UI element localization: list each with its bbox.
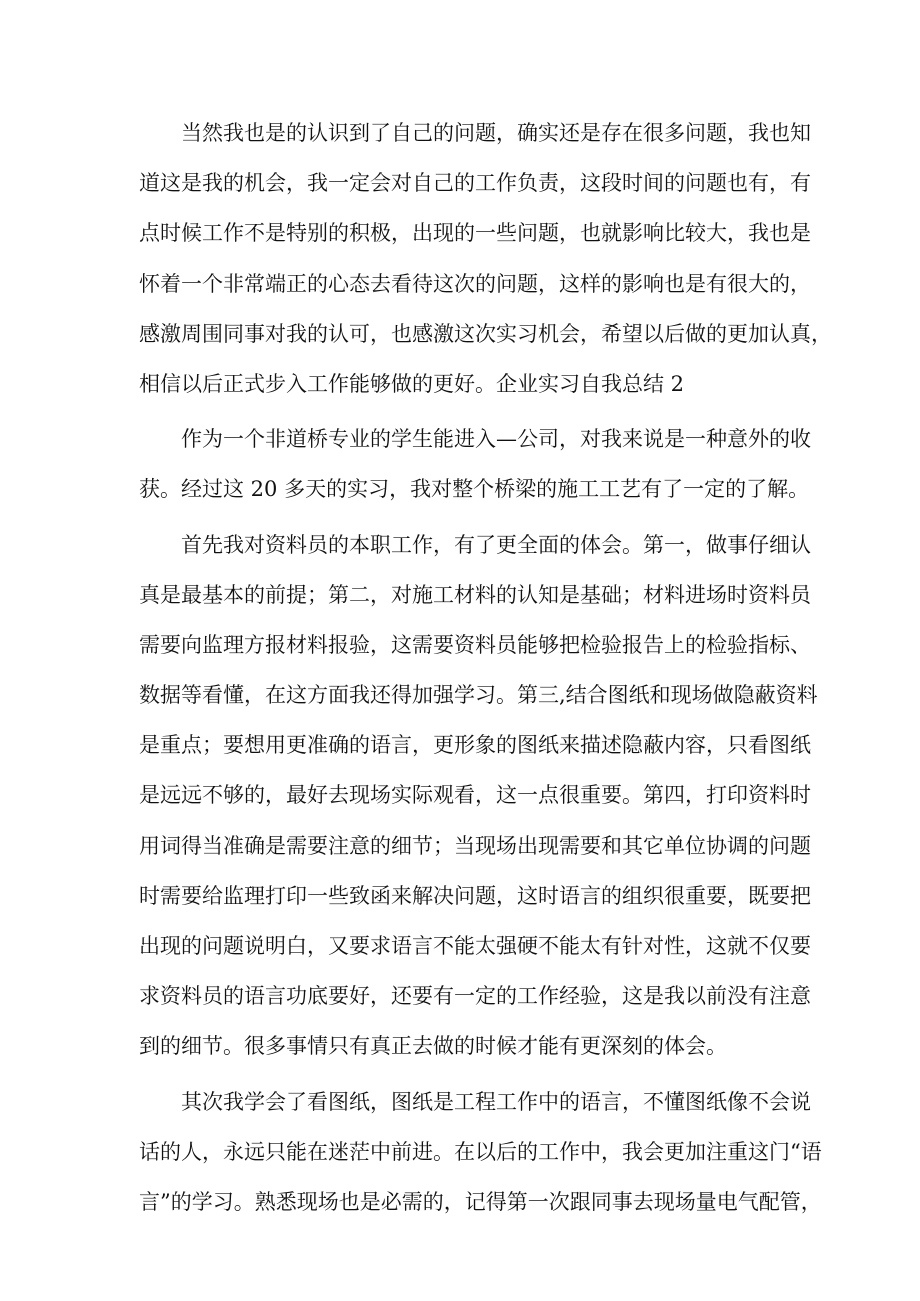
text-line: 获。经过这 20 多天的实习，我对整个桥梁的施工工艺有了一定的了解。 bbox=[139, 477, 810, 502]
text-line: 到的细节。很多事情只有真正去做的时候才能有更深刻的体会。 bbox=[139, 1034, 727, 1059]
paragraph-3 bbox=[139, 520, 818, 1072]
text-line: 其次我学会了看图纸，图纸是工程工作中的语言，不懂图纸像不会说 bbox=[181, 1089, 811, 1114]
paragraph-2 bbox=[139, 414, 811, 514]
text-line: 用词得当准确是需要注意的细节；当现场出现需要和其它单位协调的问题 bbox=[139, 833, 811, 858]
text-line: 数据等看懂，在这方面我还得加强学习。第三,结合图纸和现场做隐蔽资料 bbox=[139, 683, 818, 708]
text-line: 需要向监理方报材料报验，这需要资料员能够把检验报告上的检验指标、 bbox=[139, 632, 811, 657]
text-line: 话的人，永远只能在迷茫中前进。在以后的工作中，我会更加注重这门“语 bbox=[139, 1139, 822, 1164]
text-line: 感激周围同事对我的认可，也感激这次实习机会，希望以后做的更加认真， bbox=[139, 321, 832, 346]
paragraph-1 bbox=[139, 108, 832, 409]
text-line: 当然我也是的认识到了自己的问题，确实还是存在很多问题，我也知 bbox=[181, 121, 811, 145]
document-body bbox=[139, 108, 832, 1227]
text-line: 真是最基本的前提；第二，对施工材料的认知是基础；材料进场时资料员 bbox=[139, 582, 811, 607]
paragraph-4 bbox=[139, 1077, 822, 1228]
text-line: 出现的问题说明白，又要求语言不能太强硬不能太有针对性，这就不仅要 bbox=[139, 934, 811, 958]
text-line: 相信以后正式步入工作能够做的更好。企业实习自我总结 2 bbox=[139, 371, 685, 396]
text-line: 求资料员的语言功底要好，还要有一定的工作经验，这是我以前没有注意 bbox=[139, 984, 811, 1009]
text-line: 时需要给监理打印一些致函来解决问题，这时语言的组织很重要，既要把 bbox=[139, 883, 811, 908]
text-line: 言”的学习。熟悉现场也是必需的，记得第一次跟同事去现场量电气配管， bbox=[139, 1189, 822, 1214]
text-line: 道这是我的机会，我一定会对自己的工作负责，这段时间的问题也有，有 bbox=[139, 171, 811, 196]
text-line: 怀着一个非常端正的心态去看待这次的问题，这样的影响也是有很大的， bbox=[139, 271, 811, 296]
text-line: 首先我对资料员的本职工作，有了更全面的体会。第一，做事仔细认 bbox=[181, 532, 811, 557]
text-line: 作为一个非道桥专业的学生能进入—公司，对我来说是一种意外的收 bbox=[181, 427, 811, 452]
text-line: 是远远不够的，最好去现场实际观看，这一点很重要。第四，打印资料时 bbox=[139, 783, 811, 808]
text-line: 点时候工作不是特别的积极，出现的一些问题，也就影响比较大，我也是 bbox=[139, 221, 811, 246]
text-line: 是重点；要想用更准确的语言，更形象的图纸来描述隐蔽内容，只看图纸 bbox=[139, 733, 811, 758]
